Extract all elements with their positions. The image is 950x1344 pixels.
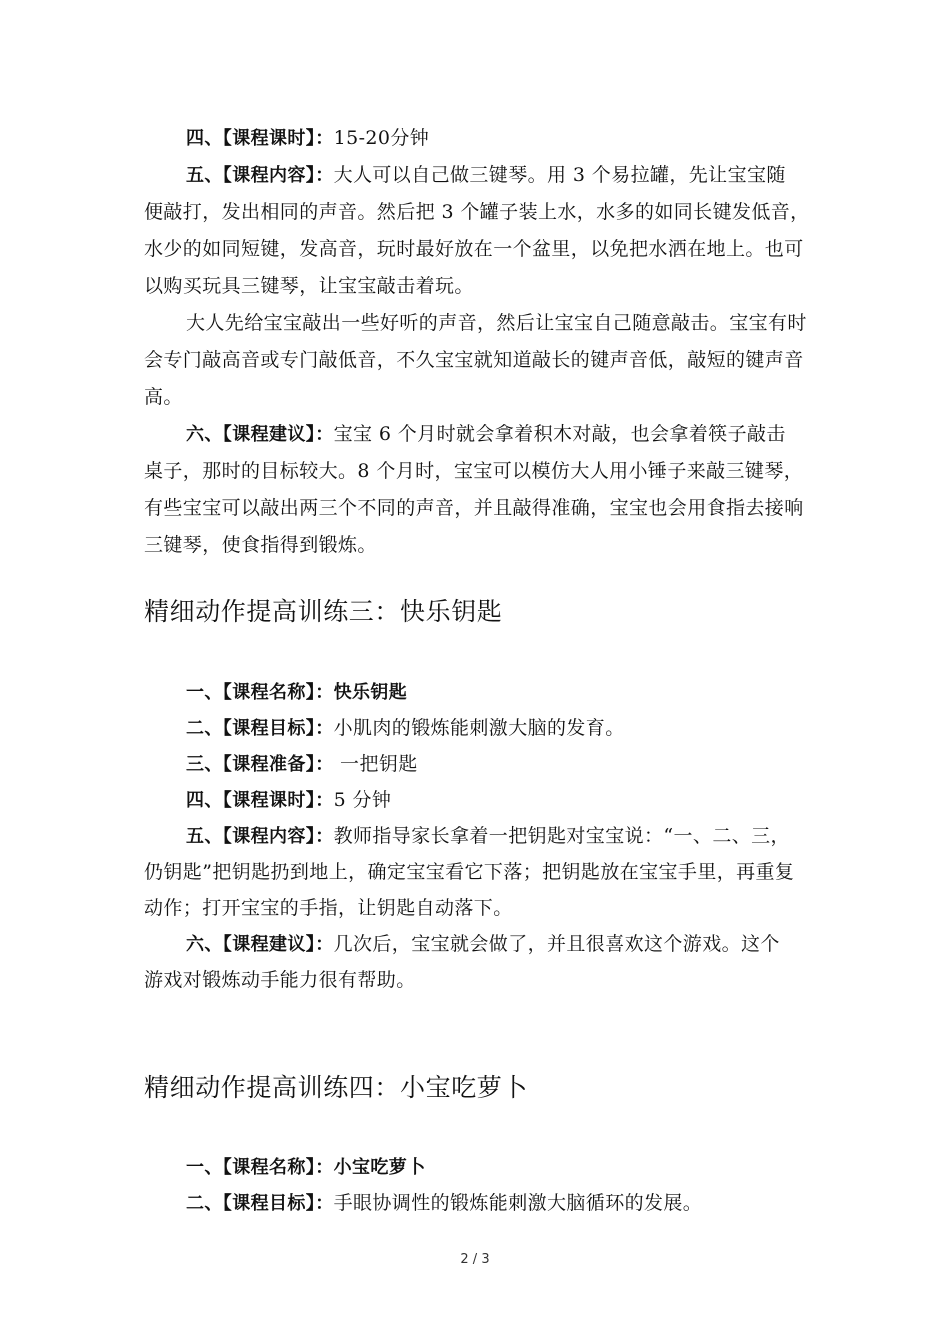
s4-course-name-label: 一、【课程名称】： bbox=[186, 1157, 334, 1178]
course-suggestion-line-2: 桌子，那时的目标较大。8 个月时，宝宝可以模仿大人用小锤子来敲三键琴， bbox=[144, 460, 804, 482]
s3-course-suggestion-label: 六、【课程建议】： bbox=[186, 934, 334, 955]
s3-course-content-line-1 bbox=[186, 825, 866, 848]
s3-course-name-label: 一、【课程名称】： bbox=[186, 682, 334, 703]
s4-course-goal-value: 手眼协调性的锻炼能刺激大脑循环的发展。 bbox=[333, 1192, 703, 1214]
section-heading-4: 精细动作提高训练四：小宝吃萝卜 bbox=[144, 1073, 529, 1102]
page-number: 2 / 3 bbox=[460, 1252, 490, 1267]
s3-course-suggestion-text: 几次后，宝宝就会做了，并且很喜欢这个游戏。这个 bbox=[333, 933, 780, 955]
s3-course-content-label: 五、【课程内容】： bbox=[186, 826, 334, 847]
s3-course-name-value: 快乐钥匙 bbox=[333, 682, 408, 703]
course-duration-value: 15-20分钟 bbox=[333, 127, 430, 149]
course-content-line-4: 以购买玩具三键琴，让宝宝敲击着玩。 bbox=[144, 275, 474, 297]
s3-course-content-line-2: 仍钥匙”把钥匙扔到地上，确定宝宝看它下落；把钥匙放在宝宝手里，再重复 bbox=[144, 861, 795, 883]
course-content-line-1 bbox=[186, 164, 866, 187]
s3-course-goal-label: 二、【课程目标】： bbox=[186, 718, 334, 739]
course-suggestion-line-3: 有些宝宝可以敲出两三个不同的声音，并且敲得准确，宝宝也会用食指去接响 bbox=[144, 497, 804, 519]
s3-course-suggestion-line-2: 游戏对锻炼动手能力很有帮助。 bbox=[144, 969, 416, 991]
course-suggestion-text: 宝宝 6 个月时就会拿着积木对敲，也会拿着筷子敲击 bbox=[333, 423, 786, 445]
s4-course-name-line bbox=[186, 1156, 866, 1179]
course-suggestion-label: 六、【课程建议】： bbox=[186, 424, 334, 445]
s3-course-goal-line bbox=[186, 717, 866, 740]
course-content-para2-line-1: 大人先给宝宝敲出一些好听的声音，然后让宝宝自己随意敲击。宝宝有时 bbox=[186, 312, 807, 334]
s3-course-duration-line bbox=[186, 789, 866, 812]
s3-course-prep-value: 一把钥匙 bbox=[333, 753, 418, 775]
course-content-text: 大人可以自己做三键琴。用 3 个易拉罐，先让宝宝随 bbox=[333, 164, 786, 186]
s3-course-content-line-3: 动作；打开宝宝的手指，让钥匙自动落下。 bbox=[144, 897, 513, 919]
course-content-para2-line-3: 高。 bbox=[144, 386, 183, 408]
s4-course-goal-line bbox=[186, 1192, 866, 1215]
s3-course-prep-label: 三、【课程准备】： bbox=[186, 754, 334, 775]
s3-course-content-text: 教师指导家长拿着一把钥匙对宝宝说：“一、二、三， bbox=[333, 825, 790, 847]
s3-course-prep-line bbox=[186, 753, 866, 776]
s3-course-name-line bbox=[186, 681, 866, 704]
s3-course-suggestion-line-1 bbox=[186, 933, 866, 956]
course-suggestion-line-4: 三键琴，使食指得到锻炼。 bbox=[144, 534, 377, 556]
s3-course-duration-value: 5 分钟 bbox=[333, 789, 392, 811]
course-duration-line bbox=[186, 127, 866, 150]
course-content-label: 五、【课程内容】： bbox=[186, 165, 334, 186]
s3-course-duration-label: 四、【课程课时】： bbox=[186, 790, 334, 811]
section-heading-3: 精细动作提高训练三：快乐钥匙 bbox=[144, 597, 503, 626]
s3-course-goal-value: 小肌肉的锻炼能刺激大脑的发育。 bbox=[333, 717, 625, 739]
course-content-para2-line-2: 会专门敲高音或专门敲低音，不久宝宝就知道敲长的键声音低，敲短的键声音 bbox=[144, 349, 804, 371]
s4-course-name-value: 小宝吃萝卜 bbox=[333, 1157, 426, 1178]
course-duration-label: 四、【课程课时】： bbox=[186, 128, 334, 149]
course-content-line-2: 便敲打，发出相同的声音。然后把 3 个罐子装上水，水多的如同长键发低音， bbox=[144, 201, 810, 223]
course-content-line-3: 水少的如同短键，发高音，玩时最好放在一个盆里，以免把水洒在地上。也可 bbox=[144, 238, 804, 260]
s4-course-goal-label: 二、【课程目标】： bbox=[186, 1193, 334, 1214]
course-suggestion-line-1 bbox=[186, 423, 866, 446]
